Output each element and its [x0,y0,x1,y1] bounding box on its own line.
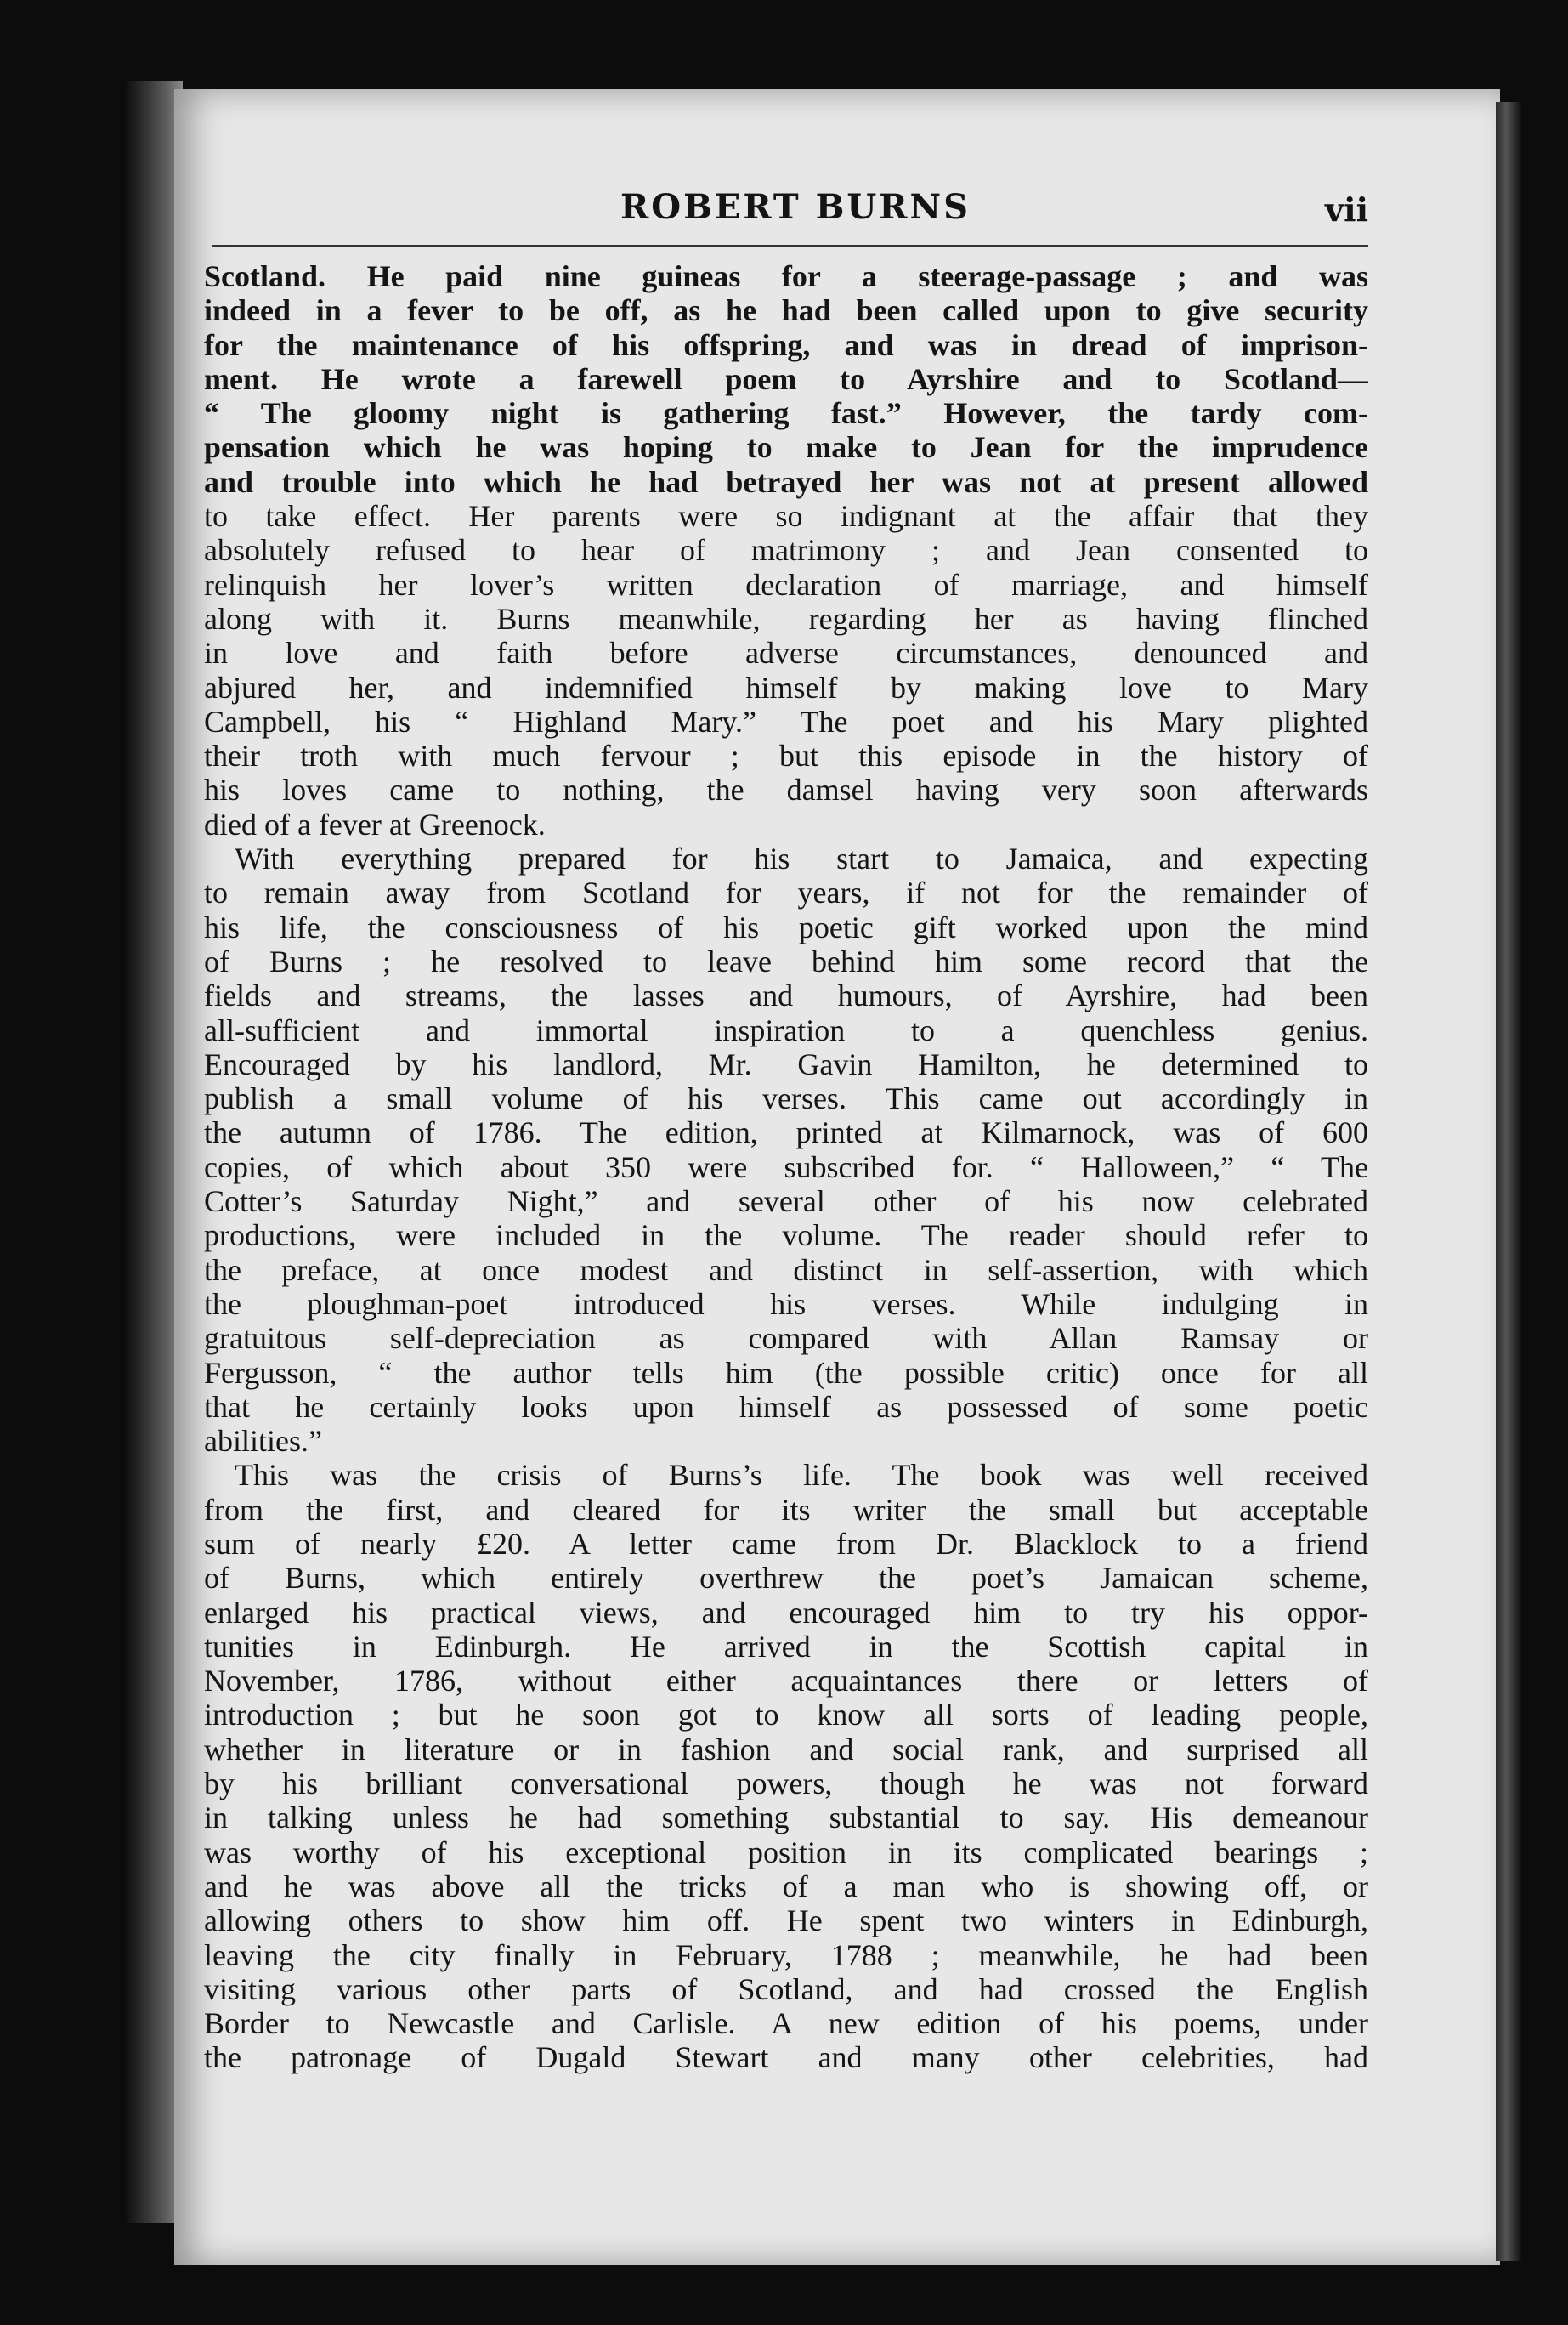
text-line: whether in literature or in fashion and social rank, and surprised all [204,1732,1368,1766]
text-line: visiting various other parts of Scotland, and had crossed the English [204,1971,1368,2006]
text-line: pensation which he was hoping to make to Jean for the imprudence [204,430,1368,465]
page-edge-shadow [1496,102,1521,2261]
body-text [204,259,1368,2075]
text-line: leaving the city finally in February, 1788 ; meanwhile, he had been [204,1937,1368,1972]
text-line: indeed in a fever to be off, as he had been called upon to give security [204,293,1368,328]
text-line: by his brilliant conversational powers, though he was not forward [204,1766,1368,1801]
text-line: the preface, at once modest and distinct in self-assertion, with which [204,1252,1368,1287]
text-line: his life, the consciousness of his poetic gift worked upon the mind [204,910,1368,944]
text-line: introduction ; but he soon got to know all sorts of leading people, [204,1698,1368,1732]
text-line: the autumn of 1786. The edition, printed at Kilmarnock, was of 600 [204,1115,1368,1150]
text-line: productions, were included in the volume. The reader should refer to [204,1218,1368,1253]
text-line: sum of nearly £20. A letter came from Dr. Blacklock to a friend [204,1526,1368,1561]
text-line: to take effect. Her parents were so indignant at the affair that they [204,499,1368,534]
text-line: and he was above all the tricks of a man who is showing off, or [204,1869,1368,1903]
text-line: along with it. Burns meanwhile, regarding her as having flinched [204,601,1368,636]
text-line: abilities.” [204,1424,322,1459]
text-line: Border to Newcastle and Carlisle. A new edition of his poems, under [204,2006,1368,2041]
text-line: of Burns, which entirely overthrew the poet’s Jamaican scheme, [204,1561,1368,1596]
text-line: all-sufficient and immortal inspiration to a quenchless genius. [204,1012,1368,1047]
text-line: from the first, and cleared for its writer the small but acceptable [204,1492,1368,1527]
text-line: publish a small volume of his verses. This came out accordingly in [204,1081,1368,1116]
text-line: fields and streams, the lasses and humours, of Ayrshire, had been [204,978,1368,1013]
text-line: their troth with much fervour ; but this episode in the history of [204,739,1368,774]
text-line: in love and faith before adverse circumstances, denounced and [204,636,1368,671]
text-line: in talking unless he had something substantial to say. His demeanour [204,1800,1368,1835]
text-line: relinquish her lover’s written declaration of marriage, and himself [204,567,1368,602]
text-line: Cotter’s Saturday Night,” and several other of his now celebrated [204,1184,1368,1219]
text-line: enlarged his practical views, and encouraged him to try his oppor- [204,1595,1368,1630]
text-line: his loves came to nothing, the damsel having very soon afterwards [204,773,1368,808]
text-line: abjured her, and indemnified himself by making love to Mary [204,670,1368,705]
text-line: allowing others to show him off. He spent two winters in Edinburgh, [204,1903,1368,1938]
text-line: With everything prepared for his start to Jamaica, and expecting [235,842,1368,876]
text-line: tunities in Edinburgh. He arrived in the Scottish capital in [204,1629,1368,1664]
header-rule [212,245,1368,247]
text-line: and trouble into which he had betrayed her was not at present allowed [204,464,1368,499]
text-line: the ploughman-poet introduced his verses. While indulging in [204,1286,1368,1321]
text-line: was worthy of his exceptional position in its complicated bearings ; [204,1834,1368,1869]
text-line: Fergusson, “ the author tells him (the possible critic) once for all [204,1355,1368,1390]
text-line: absolutely refused to hear of matrimony ; and Jean consented to [204,533,1368,568]
text-line: ment. He wrote a farewell poem to Ayrshire and to Scotland— [204,361,1368,396]
text-line: the patronage of Dugald Stewart and many other celebrities, had [204,2040,1368,2075]
text-line: November, 1786, without either acquaintances there or letters of [204,1664,1368,1698]
text-line: of Burns ; he resolved to leave behind him some record that the [204,944,1368,978]
text-line: This was the crisis of Burns’s life. The book was well received [235,1458,1368,1493]
page-number: vii [1325,190,1368,229]
text-line: for the maintenance of his offspring, and was in dread of imprison- [204,327,1368,362]
text-line: Campbell, his “ Highland Mary.” The poet and his Mary plighted [204,704,1368,739]
text-line: Scotland. He paid nine guineas for a steerage-passage ; and was [204,259,1368,293]
running-head: ROBERT BURNS [620,187,971,227]
text-line: gratuitous self-depreciation as compared with Allan Ramsay or [204,1321,1368,1356]
page-header [195,187,1368,238]
text-line: Encouraged by his landlord, Mr. Gavin Hamilton, he determined to [204,1046,1368,1081]
text-line: “ The gloomy night is gathering fast.” However, the tardy com- [204,396,1368,431]
text-line: died of a fever at Greenock. [204,807,546,842]
text-line: that he certainly looks upon himself as possessed of some poetic [204,1389,1368,1424]
text-line: to remain away from Scotland for years, if not for the remainder of [204,876,1368,910]
text-line: copies, of which about 350 were subscribed for. “ Halloween,” “ The [204,1149,1368,1184]
